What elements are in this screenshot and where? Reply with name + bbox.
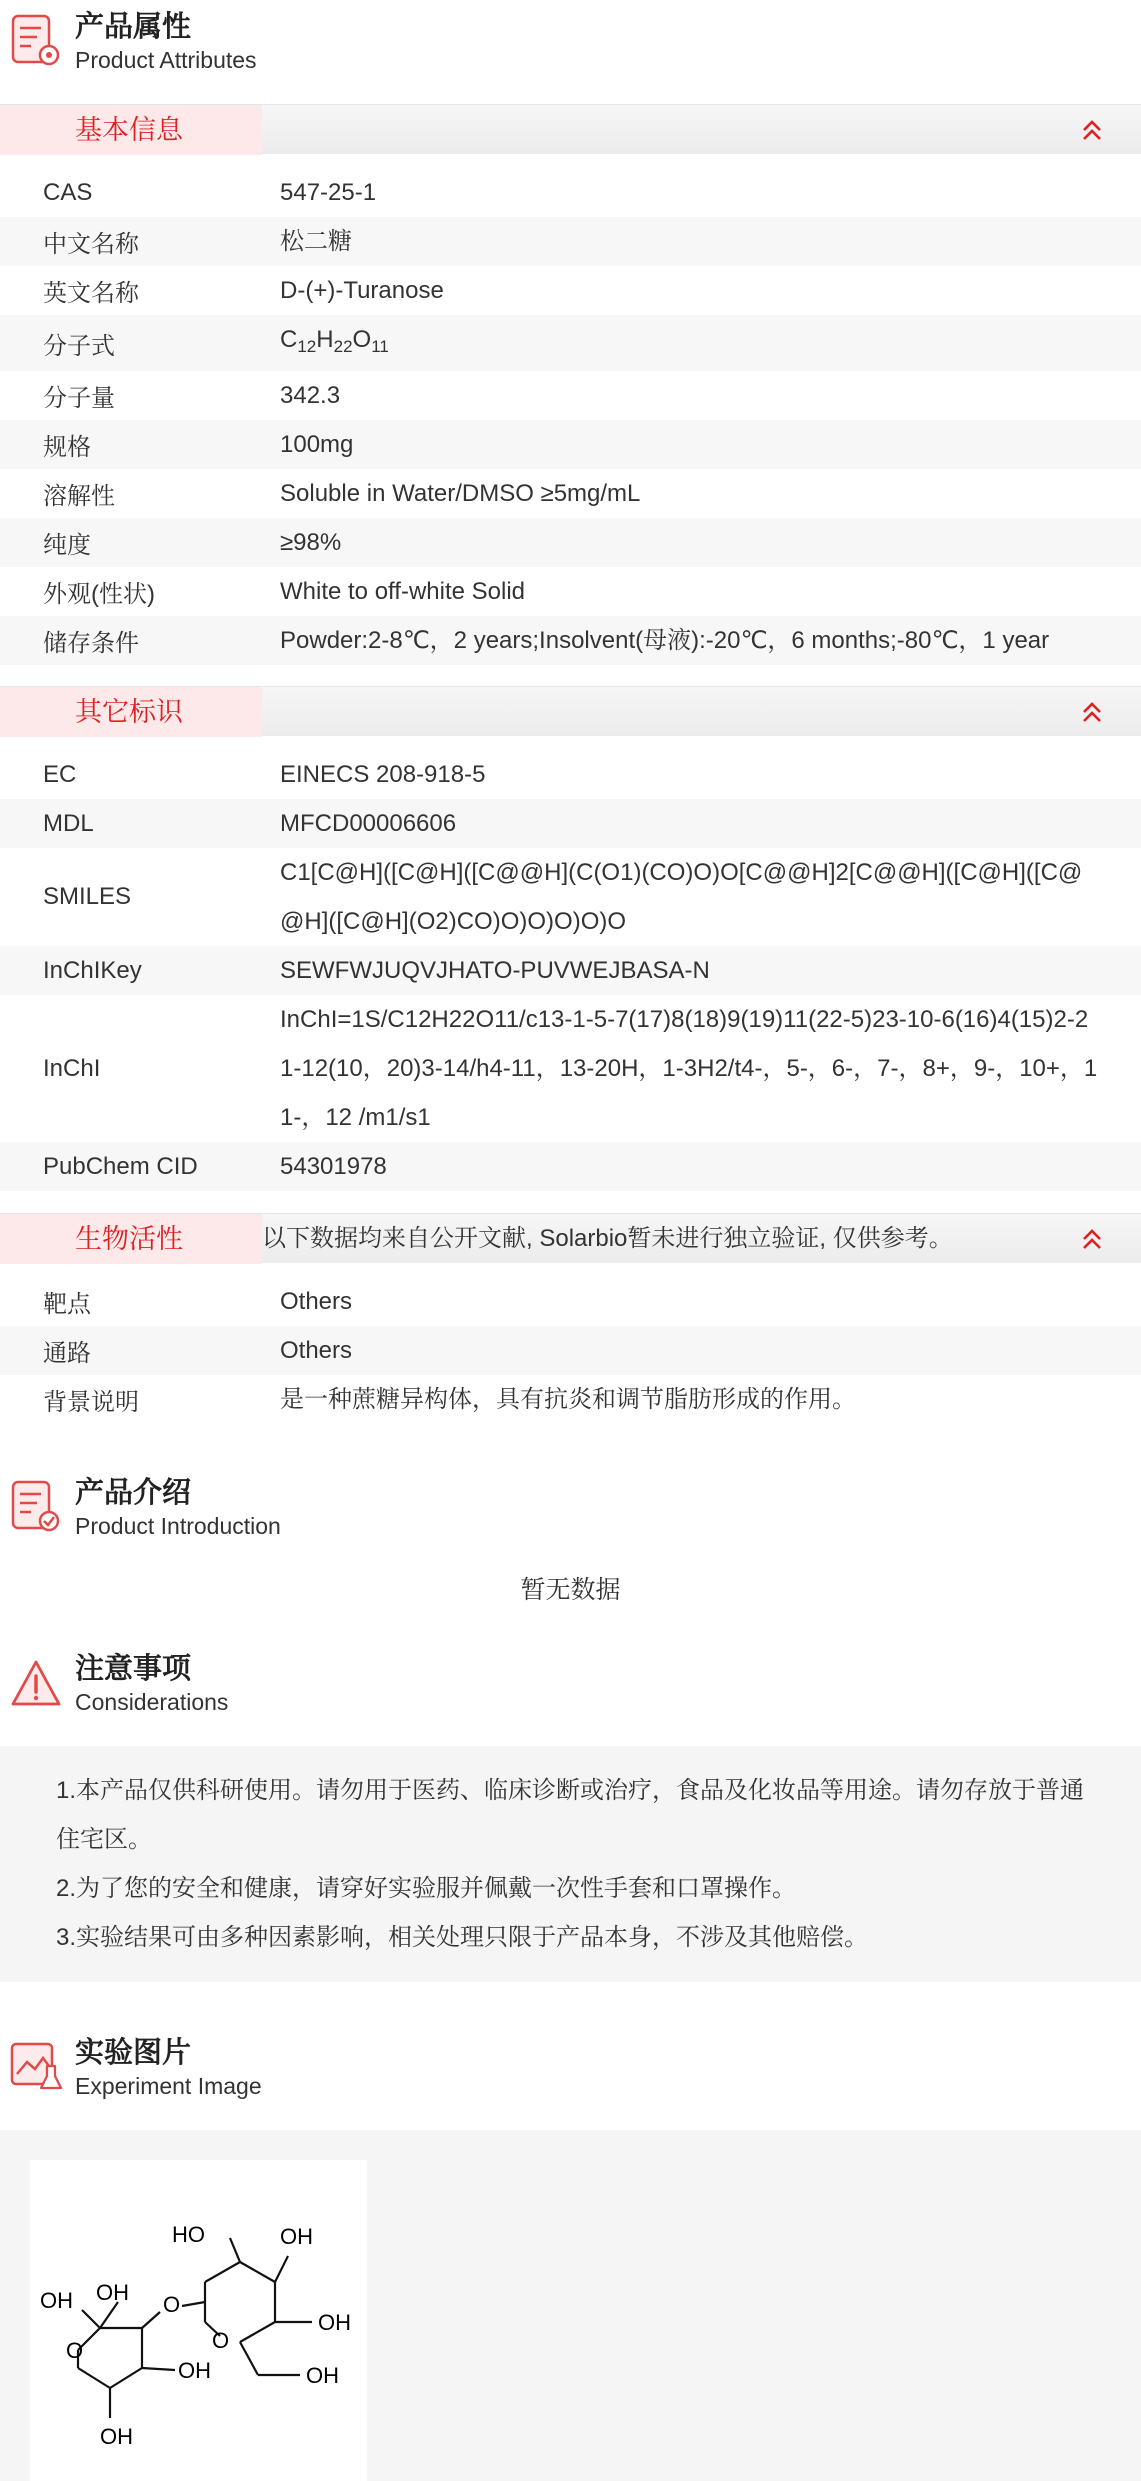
attr-key: 储存条件 [43,630,139,657]
id-row-pubchem [0,1142,1141,1191]
experiment-image-area [0,2130,1141,2481]
experiment-image-header [0,2026,1141,2106]
group-bar-basic-info[interactable] [0,104,1141,154]
attr-key: 背景说明 [43,1389,139,1416]
id-row-inchi [0,995,1141,1142]
attr-key: 靶点 [43,1291,91,1318]
attr-row-chinese-name [0,217,1141,266]
attr-value: Soluble in Water/DMSO ≥5mg/mL [280,480,641,507]
formula-c: C [280,326,298,353]
consideration-item: 1.本产品仅供科研使用。请勿用于医药、临床诊断或治疗，食品及化妆品等用途。请勿存放于普通住宅区。 [56,1777,1085,1853]
attr-row-molecular-weight [0,371,1141,420]
document-check-icon [9,1476,63,1536]
image-flask-icon [9,2036,63,2096]
attr-key: 溶解性 [43,483,115,510]
attr-row-formula [0,315,1141,371]
atom-label: OH [178,2358,211,2383]
chevron-double-up-icon[interactable] [1081,1228,1103,1250]
attr-value: 是一种蔗糖异构体，具有抗炎和调节脂肪形成的作用。 [280,1386,856,1413]
atom-label: O [212,2328,230,2353]
group-title-bio-activity: 生物活性 [0,1214,262,1264]
atom-label: OH [40,2288,73,2313]
attr-key: InChI [43,1054,101,1082]
section-title-en: Product Introduction [75,1513,281,1539]
attr-value: Others [280,1337,353,1364]
atom-label: O [66,2338,84,2363]
considerations-panel [0,1746,1141,1982]
formula-h: H [316,326,334,353]
section-title-en: Considerations [75,1689,229,1715]
attr-row-solubility [0,469,1141,518]
attr-key: 外观(性状) [43,581,155,608]
attr-row-purity [0,518,1141,567]
attr-value: White to off-white Solid [280,578,526,605]
section-title-en: Product Attributes [75,47,257,73]
chevron-double-up-icon[interactable] [1081,119,1103,141]
attr-key: PubChem CID [43,1152,198,1180]
attr-value: 54301978 [280,1153,387,1180]
attr-value: C1[C@H]([C@H]([C@@H](C(O1)(CO)O)O[C@@H]2[C@@H]([C@H]([C@@H]([C@H](O2)CO)O)O)O)O)O [280,859,1083,935]
bio-activity-disclaimer: 以下数据均来自公开文献, Solarbio暂未进行独立验证, 仅供参考。 [262,1225,953,1252]
chemical-structure-image [30,2160,367,2481]
attr-key: MDL [43,809,94,837]
attr-value: 547-25-1 [280,179,377,206]
molecular-formula [280,315,1101,371]
attr-value: ≥98% [280,529,342,556]
attr-row-english-name [0,266,1141,315]
attr-key: InChIKey [43,956,142,984]
section-title-en: Experiment Image [75,2073,262,2099]
attr-value: 100mg [280,431,354,458]
formula-h-count: 22 [333,337,353,356]
attr-key: 规格 [43,434,91,461]
attr-value: Powder:2-8℃，2 years;Insolvent(母液):-20℃，6 months;-80℃，1 year [280,627,1050,654]
chevron-double-up-icon[interactable] [1081,701,1103,723]
atom-label: OH [306,2363,339,2388]
id-row-inchikey [0,946,1141,995]
warning-triangle-icon [9,1652,63,1712]
product-attributes-header [0,0,1141,80]
attr-key: 通路 [43,1340,91,1367]
bio-row-background [0,1375,1141,1424]
group-bar-other-ids[interactable] [0,686,1141,736]
product-intro-header [0,1466,1141,1546]
group-title-other-ids: 其它标识 [0,687,262,737]
consideration-item: 2.为了您的安全和健康，请穿好实验服并佩戴一次性手套和口罩操作。 [56,1875,797,1902]
structure-image-card[interactable] [30,2160,367,2481]
id-row-smiles [0,848,1141,946]
bio-row-pathway [0,1326,1141,1375]
atom-label: OH [96,2280,129,2305]
attr-value: InChI=1S/C12H22O11/c13-1-5-7(17)8(18)9(19)11(22-5)23-10-6(16)4(15)2-21-12(10，20)3-14/h4-11，13-20H，1-3H2/t4-，5-，6-，7-，8+，9-，10+，11-，12 /m1/s1 [280,1006,1098,1131]
bio-row-target [0,1277,1141,1326]
attr-key: CAS [43,178,93,206]
attr-value: 松二糖 [280,228,352,255]
section-title-zh: 注意事项 [75,1653,192,1685]
group-title-basic-info: 基本信息 [0,105,262,155]
attr-value: MFCD00006606 [280,810,457,837]
atom-label: O [163,2292,181,2317]
considerations-header [0,1642,1141,1722]
attr-value: EINECS 208-918-5 [280,761,486,788]
attr-row-appearance [0,567,1141,616]
group-bar-bio-activity[interactable] [0,1213,1141,1263]
atom-label: OH [318,2310,351,2335]
attr-row-storage [0,616,1141,665]
formula-o-count: 11 [371,337,389,356]
attr-row-cas [0,168,1141,217]
formula-c-count: 12 [297,337,317,356]
consideration-item: 3.实验结果可由多种因素影响，相关处理只限于产品本身，不涉及其他赔偿。 [56,1924,869,1951]
no-data-text: 暂无数据 [520,1576,621,1604]
attr-key: EC [43,760,77,788]
formula-o: O [352,326,372,353]
attr-row-spec [0,420,1141,469]
attr-value: SEWFWJUQVJHATO-PUVWEJBASA-N [280,957,710,984]
attr-key: 中文名称 [43,231,139,258]
attr-value: Others [280,1288,353,1315]
attr-key: 分子式 [43,332,115,360]
document-gear-icon [9,10,63,70]
attr-value: 342.3 [280,382,341,409]
attr-key: 英文名称 [43,280,139,307]
atom-label: OH [280,2224,313,2249]
attr-key: 纯度 [43,532,91,559]
section-title-zh: 产品介绍 [75,1477,192,1509]
attr-value: D-(+)-Turanose [280,277,444,304]
id-row-mdl [0,799,1141,848]
atom-label: HO [172,2222,205,2247]
id-row-ec [0,750,1141,799]
attr-key: SMILES [43,883,132,910]
attr-key: 分子量 [43,385,115,412]
section-title-zh: 实验图片 [75,2037,192,2069]
atom-label: OH [100,2424,133,2449]
section-title-zh: 产品属性 [75,11,192,43]
